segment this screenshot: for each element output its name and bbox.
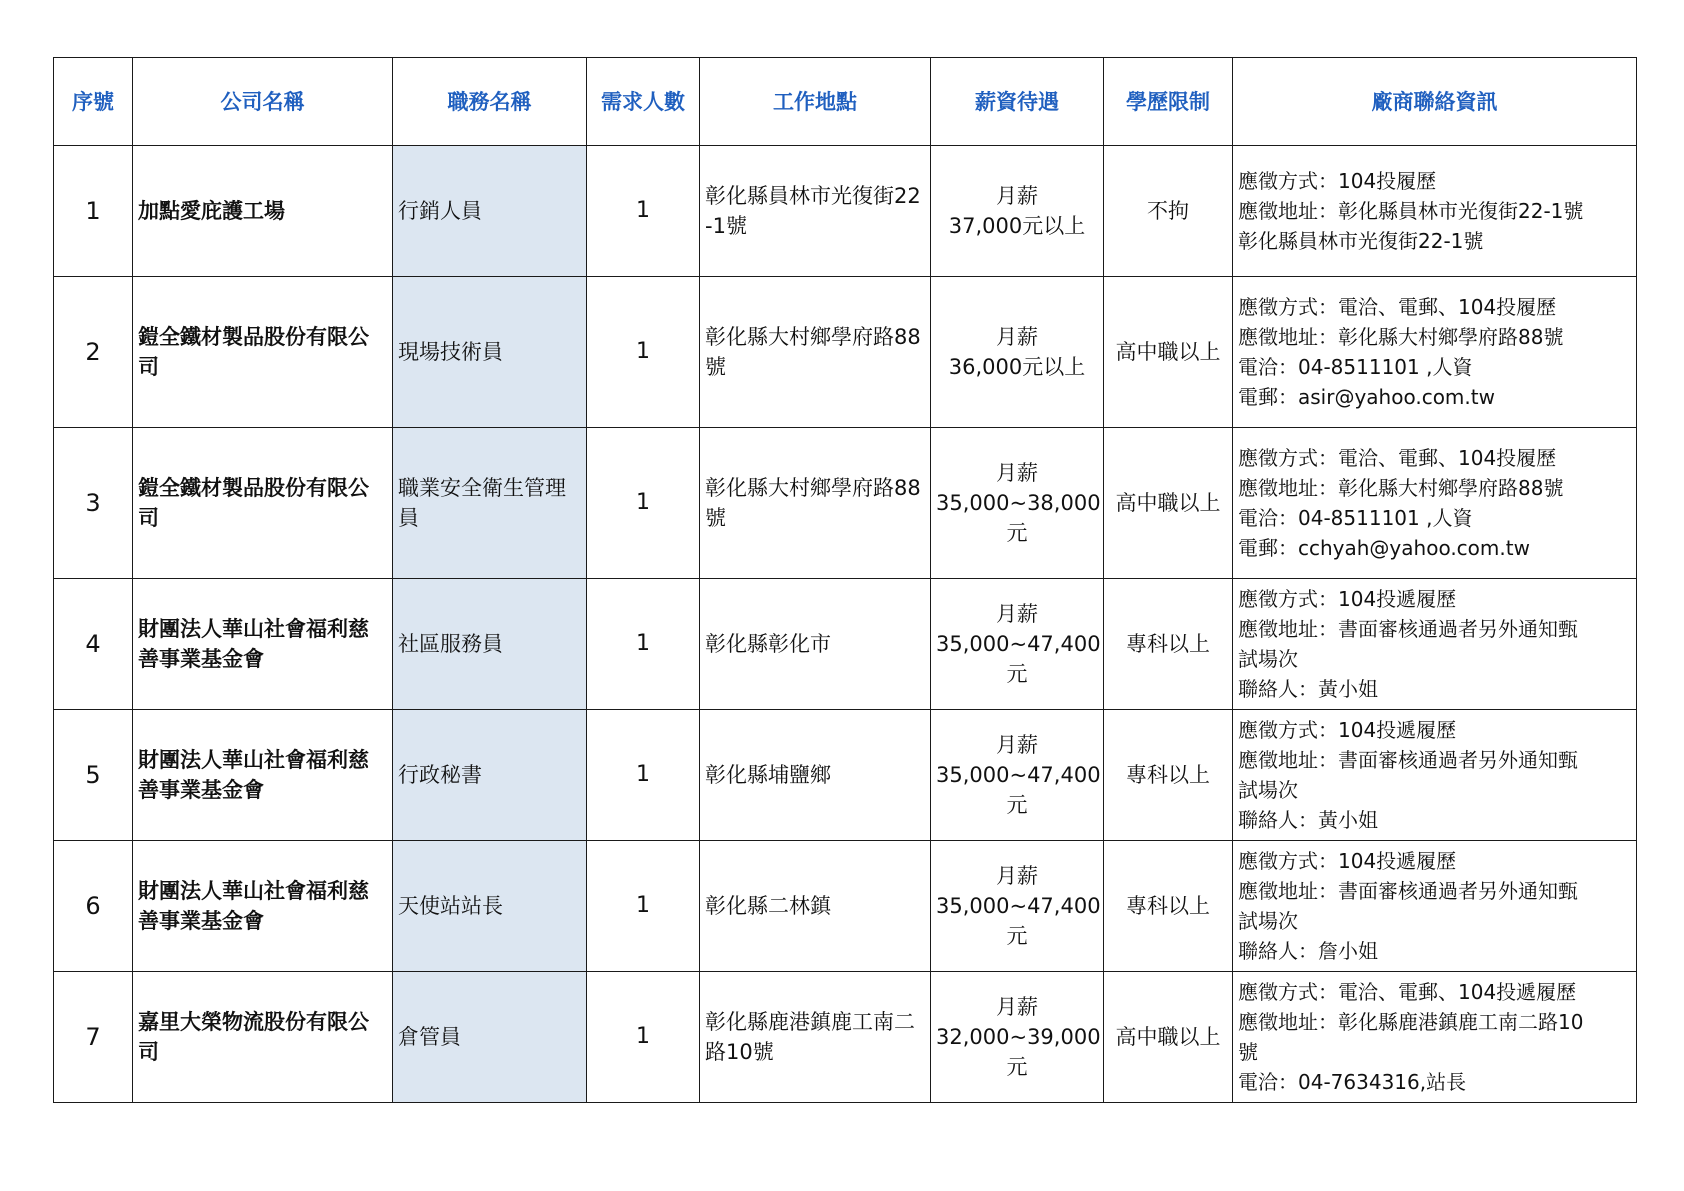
cell-company <box>133 841 393 972</box>
cell-job <box>393 579 587 710</box>
cell-company <box>133 146 393 277</box>
contact-line: 應徵地址：彰化縣鹿港鎮鹿工南二路10 <box>1238 1010 1584 1034</box>
cell-location <box>700 277 931 428</box>
contact-line: 電洽：04-8511101 ,人資 <box>1238 506 1473 530</box>
job-title: 倉管員 <box>398 1025 461 1049</box>
location-text: 彰化縣大村鄉學府路88號 <box>705 325 921 379</box>
contact-line: 電郵：asir@yahoo.com.tw <box>1238 385 1495 409</box>
table-body <box>54 146 1637 1103</box>
cell-company <box>133 710 393 841</box>
cell-company <box>133 972 393 1103</box>
table-row <box>54 146 1637 277</box>
cell-job <box>393 710 587 841</box>
cell-education: 不拘 <box>1104 146 1233 277</box>
cell-count: 1 <box>587 579 700 710</box>
salary-line: 月薪 <box>996 184 1038 208</box>
contact-line: 應徵地址：彰化縣員林市光復街22-1號 <box>1238 199 1584 223</box>
table-row <box>54 428 1637 579</box>
contact-line: 應徵地址：書面審核通過者另外通知甄 <box>1238 879 1578 903</box>
contact-line: 應徵方式：104投遞履歷 <box>1238 587 1457 611</box>
location-text: 彰化縣彰化市 <box>705 632 831 656</box>
contact-line: 試場次 <box>1238 778 1298 802</box>
cell-count: 1 <box>587 428 700 579</box>
salary-line: 35,000~38,000 <box>936 491 1101 515</box>
cell-education: 專科以上 <box>1104 710 1233 841</box>
job-title: 行銷人員 <box>398 199 482 223</box>
salary-line: 元 <box>1006 924 1028 948</box>
cell-job <box>393 972 587 1103</box>
job-title: 天使站站長 <box>398 894 503 918</box>
salary-line: 月薪 <box>996 325 1038 349</box>
contact-line: 聯絡人：黃小姐 <box>1238 677 1378 701</box>
contact-line: 應徵地址：彰化縣大村鄉學府路88號 <box>1238 476 1564 500</box>
cell-salary <box>931 277 1104 428</box>
cell-salary <box>931 710 1104 841</box>
cell-contact <box>1233 841 1637 972</box>
salary-line: 元 <box>1006 662 1028 686</box>
contact-line: 號 <box>1238 1040 1258 1064</box>
salary-line: 元 <box>1006 1055 1028 1079</box>
table-row <box>54 841 1637 972</box>
contact-line: 應徵方式：104投遞履歷 <box>1238 849 1457 873</box>
cell-job <box>393 841 587 972</box>
header-education: 學歷限制 <box>1104 58 1233 146</box>
salary-line: 37,000元以上 <box>948 214 1086 238</box>
salary-line: 35,000~47,400 <box>936 894 1101 918</box>
cell-contact <box>1233 710 1637 841</box>
cell-contact <box>1233 428 1637 579</box>
job-title: 職業安全衛生管理員 <box>398 476 566 530</box>
contact-line: 試場次 <box>1238 909 1298 933</box>
company-name: 財團法人華山社會福利慈善事業基金會 <box>138 617 369 671</box>
location-text: 彰化縣員林市光復街22-1號 <box>705 184 921 238</box>
salary-line: 元 <box>1006 793 1028 817</box>
cell-contact <box>1233 972 1637 1103</box>
cell-count: 1 <box>587 972 700 1103</box>
location-text: 彰化縣大村鄉學府路88號 <box>705 476 921 530</box>
contact-line: 應徵地址：彰化縣大村鄉學府路88號 <box>1238 325 1564 349</box>
cell-no: 7 <box>54 972 133 1103</box>
cell-company <box>133 277 393 428</box>
cell-no: 1 <box>54 146 133 277</box>
cell-salary <box>931 428 1104 579</box>
cell-company <box>133 428 393 579</box>
location-text: 彰化縣二林鎮 <box>705 894 831 918</box>
job-title: 現場技術員 <box>398 340 503 364</box>
cell-education: 專科以上 <box>1104 579 1233 710</box>
cell-job <box>393 428 587 579</box>
company-name: 鎧全鐵材製品股份有限公司 <box>138 476 369 530</box>
header-job: 職務名稱 <box>393 58 587 146</box>
header-location: 工作地點 <box>700 58 931 146</box>
header-contact: 廠商聯絡資訊 <box>1233 58 1637 146</box>
cell-contact <box>1233 579 1637 710</box>
cell-contact <box>1233 146 1637 277</box>
contact-line: 聯絡人：黃小姐 <box>1238 808 1378 832</box>
contact-line: 應徵地址：書面審核通過者另外通知甄 <box>1238 748 1578 772</box>
cell-company <box>133 579 393 710</box>
table-row <box>54 277 1637 428</box>
company-name: 加點愛庇護工場 <box>138 199 285 223</box>
cell-no: 5 <box>54 710 133 841</box>
cell-location <box>700 972 931 1103</box>
cell-job <box>393 146 587 277</box>
cell-no: 6 <box>54 841 133 972</box>
cell-no: 3 <box>54 428 133 579</box>
contact-line: 聯絡人：詹小姐 <box>1238 939 1378 963</box>
salary-line: 元 <box>1006 521 1028 545</box>
company-name: 鎧全鐵材製品股份有限公司 <box>138 325 369 379</box>
job-title: 行政秘書 <box>398 763 482 787</box>
contact-line: 應徵方式：104投履歷 <box>1238 169 1437 193</box>
table-header <box>54 58 1637 146</box>
cell-location <box>700 428 931 579</box>
company-name: 財團法人華山社會福利慈善事業基金會 <box>138 879 369 933</box>
cell-education: 高中職以上 <box>1104 277 1233 428</box>
salary-line: 月薪 <box>996 461 1038 485</box>
salary-line: 36,000元以上 <box>948 355 1086 379</box>
cell-count: 1 <box>587 841 700 972</box>
location-text: 彰化縣鹿港鎮鹿工南二路10號 <box>705 1010 915 1064</box>
cell-salary <box>931 146 1104 277</box>
contact-line: 試場次 <box>1238 647 1298 671</box>
salary-line: 35,000~47,400 <box>936 763 1101 787</box>
header-salary: 薪資待遇 <box>931 58 1104 146</box>
cell-location <box>700 146 931 277</box>
salary-line: 月薪 <box>996 733 1038 757</box>
cell-no: 4 <box>54 579 133 710</box>
header-no: 序號 <box>54 58 133 146</box>
contact-line: 應徵方式：電洽、電郵、104投遞履歷 <box>1238 980 1577 1004</box>
salary-line: 35,000~47,400 <box>936 632 1101 656</box>
table-row <box>54 579 1637 710</box>
contact-line: 電洽：04-8511101 ,人資 <box>1238 355 1473 379</box>
company-name: 財團法人華山社會福利慈善事業基金會 <box>138 748 369 802</box>
contact-line: 應徵方式：電洽、電郵、104投履歷 <box>1238 446 1557 470</box>
cell-location <box>700 710 931 841</box>
cell-contact <box>1233 277 1637 428</box>
company-name: 嘉里大榮物流股份有限公司 <box>138 1010 369 1064</box>
cell-location <box>700 841 931 972</box>
cell-education: 高中職以上 <box>1104 972 1233 1103</box>
cell-count: 1 <box>587 710 700 841</box>
salary-line: 月薪 <box>996 864 1038 888</box>
location-text: 彰化縣埔鹽鄉 <box>705 763 831 787</box>
header-company: 公司名稱 <box>133 58 393 146</box>
salary-line: 月薪 <box>996 995 1038 1019</box>
contact-line: 電洽：04-7634316,站長 <box>1238 1070 1467 1094</box>
table-row <box>54 972 1637 1103</box>
cell-salary <box>931 972 1104 1103</box>
cell-no: 2 <box>54 277 133 428</box>
contact-line: 彰化縣員林市光復街22-1號 <box>1238 229 1484 253</box>
cell-salary <box>931 841 1104 972</box>
cell-count: 1 <box>587 277 700 428</box>
job-openings-table <box>53 57 1637 1103</box>
cell-salary <box>931 579 1104 710</box>
header-count: 需求人數 <box>587 58 700 146</box>
cell-location <box>700 579 931 710</box>
contact-line: 應徵方式：104投遞履歷 <box>1238 718 1457 742</box>
salary-line: 32,000~39,000 <box>936 1025 1101 1049</box>
table-row <box>54 710 1637 841</box>
contact-line: 電郵：cchyah@yahoo.com.tw <box>1238 536 1530 560</box>
contact-line: 應徵方式：電洽、電郵、104投履歷 <box>1238 295 1557 319</box>
cell-count: 1 <box>587 146 700 277</box>
salary-line: 月薪 <box>996 602 1038 626</box>
cell-education: 高中職以上 <box>1104 428 1233 579</box>
job-title: 社區服務員 <box>398 632 503 656</box>
cell-education: 專科以上 <box>1104 841 1233 972</box>
cell-job <box>393 277 587 428</box>
contact-line: 應徵地址：書面審核通過者另外通知甄 <box>1238 617 1578 641</box>
header-row <box>54 58 1637 146</box>
